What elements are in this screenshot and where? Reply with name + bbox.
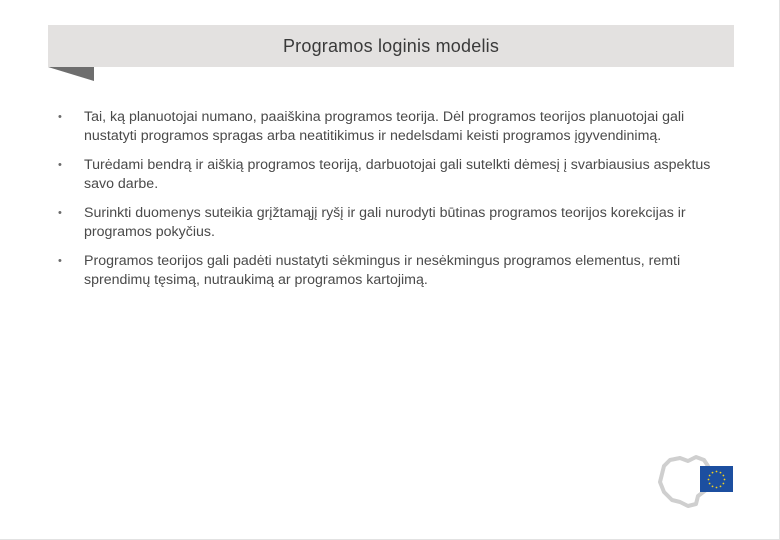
bullet-text: Turėdami bendrą ir aiškią programos teoriją, darbuotojai gali sutelkti dėmesį į svarbiausius aspektus savo darbe. [84, 157, 711, 192]
page-title: Programos loginis modelis [282, 35, 500, 56]
title-bar [48, 25, 734, 67]
bullet-marker: • [58, 207, 62, 219]
bullet-text: Surinkti duomenys suteikia grįžtamąjį ryšį ir gali nurodyti būtinas programos teorijos korekcijas ir programos pokyčius. [84, 205, 686, 240]
bullet-list [58, 108, 718, 300]
bullet-text: Tai, ką planuotojai numano, paaiškina programos teorija. Dėl programos teorijos planuotojai gali nustatyti programos spragas arba neatitikimus ir nedelsdami keisti programos įgyvendinimą. [84, 109, 685, 144]
bullet-marker: • [58, 255, 62, 267]
lithuania-eu-flag-icon [654, 452, 736, 510]
list-item [58, 156, 718, 194]
list-item [58, 108, 718, 146]
title-fold-decoration [48, 67, 96, 81]
list-item [58, 252, 718, 290]
bullet-text: Programos teorijos gali padėti nustatyti sėkmingus ir nesėkmingus programos elementus, remti sprendimų tęsimą, nutraukimą ar programos kartojimą. [84, 253, 681, 288]
bullet-marker: • [58, 111, 62, 123]
bullet-marker: • [58, 159, 62, 171]
list-item [58, 204, 718, 242]
